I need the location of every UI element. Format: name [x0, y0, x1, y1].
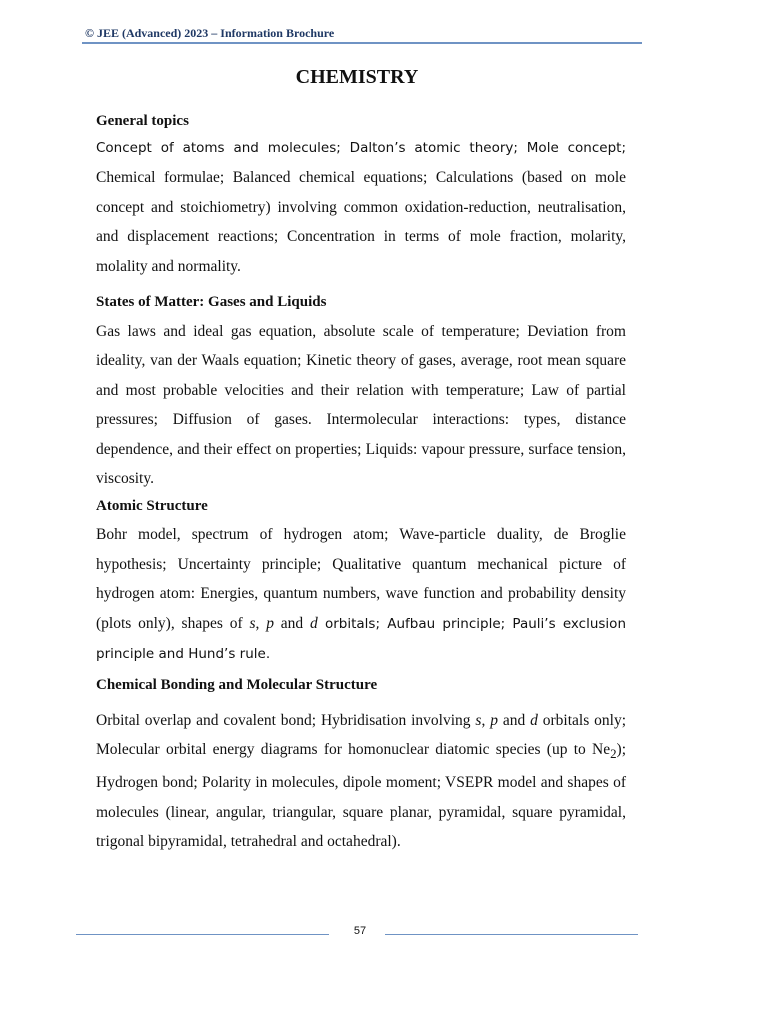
section-heading-chemical-bonding: Chemical Bonding and Molecular Structure — [96, 676, 378, 693]
section-body-chemical-bonding — [96, 706, 626, 857]
orbital-d: d — [309, 614, 318, 632]
header-divider — [82, 42, 642, 44]
bonding-text-part1: Orbital overlap and covalent bond; Hybridisation involving — [96, 711, 476, 729]
bonding-text-part3: ); Hydrogen bond; Polarity in molecules, dipole moment; VSEPR model and shapes of molecules (linear, angular, triangular, square planar, pyramidal, square pyramidal, trigonal bipyramidal, tetrahedral and octahedral). — [96, 740, 626, 851]
syllabus-content — [96, 113, 626, 857]
bonding-orbital-s: s — [475, 711, 482, 729]
general-topics-text-part2: Chemical formulae; Balanced chemical equations; Calculations (based on mole concept and stoichiometry) involving common oxidation-reduction, neutralisation, and displacement reactions; Concentration in terms of mole fraction, molarity, molality and normality. — [96, 169, 626, 275]
footer-divider-right — [385, 934, 638, 935]
bonding-text-part2: orbitals only; Molecular orbital energy diagrams for homonuclear diatomic species (up to Ne — [96, 711, 627, 758]
section-heading-states-of-matter: States of Matter: Gases and Liquids — [96, 294, 327, 311]
bonding-and: and — [497, 711, 531, 729]
bonding-orbital-d: d — [530, 711, 538, 729]
section-body-atomic-structure — [96, 520, 626, 669]
atomic-text-part1: Bohr model, spectrum of hydrogen atom; Wave-particle duality, de Broglie hypothesis; Uncertainty principle; Qualitative quantum mechanical picture of hydrogen atom: Energies, quantum numbers, wave function and probability density (plots only), shapes of — [96, 526, 626, 632]
section-body-states-of-matter: Gas laws and ideal gas equation, absolute scale of temperature; Deviation from ideality, van der Waals equation; Kinetic theory of gases, average, root mean square and most probable velocities and their relation with temperature; Law of partial pressures; Diffusion of gases. Intermolecular interactions: types, distance dependence, and their effect on properties; Liquids: vapour pressure, surface tension, viscosity. — [96, 323, 626, 488]
page-title: CHEMISTRY — [295, 66, 419, 88]
atomic-sep: , — [255, 614, 267, 632]
general-topics-text-part1: Concept of atoms and molecules; Dalton’s atomic theory; Mole concept; — [96, 140, 626, 156]
atomic-and: and — [273, 614, 310, 632]
bonding-orbital-p: p — [490, 711, 498, 729]
section-heading-general-topics: General topics — [96, 113, 189, 129]
footer-divider-left — [76, 934, 329, 935]
orbital-p: p — [266, 614, 274, 632]
page-number: 57 — [353, 925, 367, 937]
bonding-sep: , — [481, 711, 491, 729]
neon-subscript: 2 — [610, 746, 617, 761]
orbital-s: s — [249, 614, 256, 632]
section-heading-atomic-structure: Atomic Structure — [96, 498, 208, 515]
atomic-text-part2: orbitals; Aufbau principle; Pauli’s exclusion principle and Hund’s rule. — [96, 615, 626, 663]
section-body-general-topics — [96, 133, 626, 281]
document-header: © JEE (Advanced) 2023 – Information Brochure — [85, 26, 335, 40]
